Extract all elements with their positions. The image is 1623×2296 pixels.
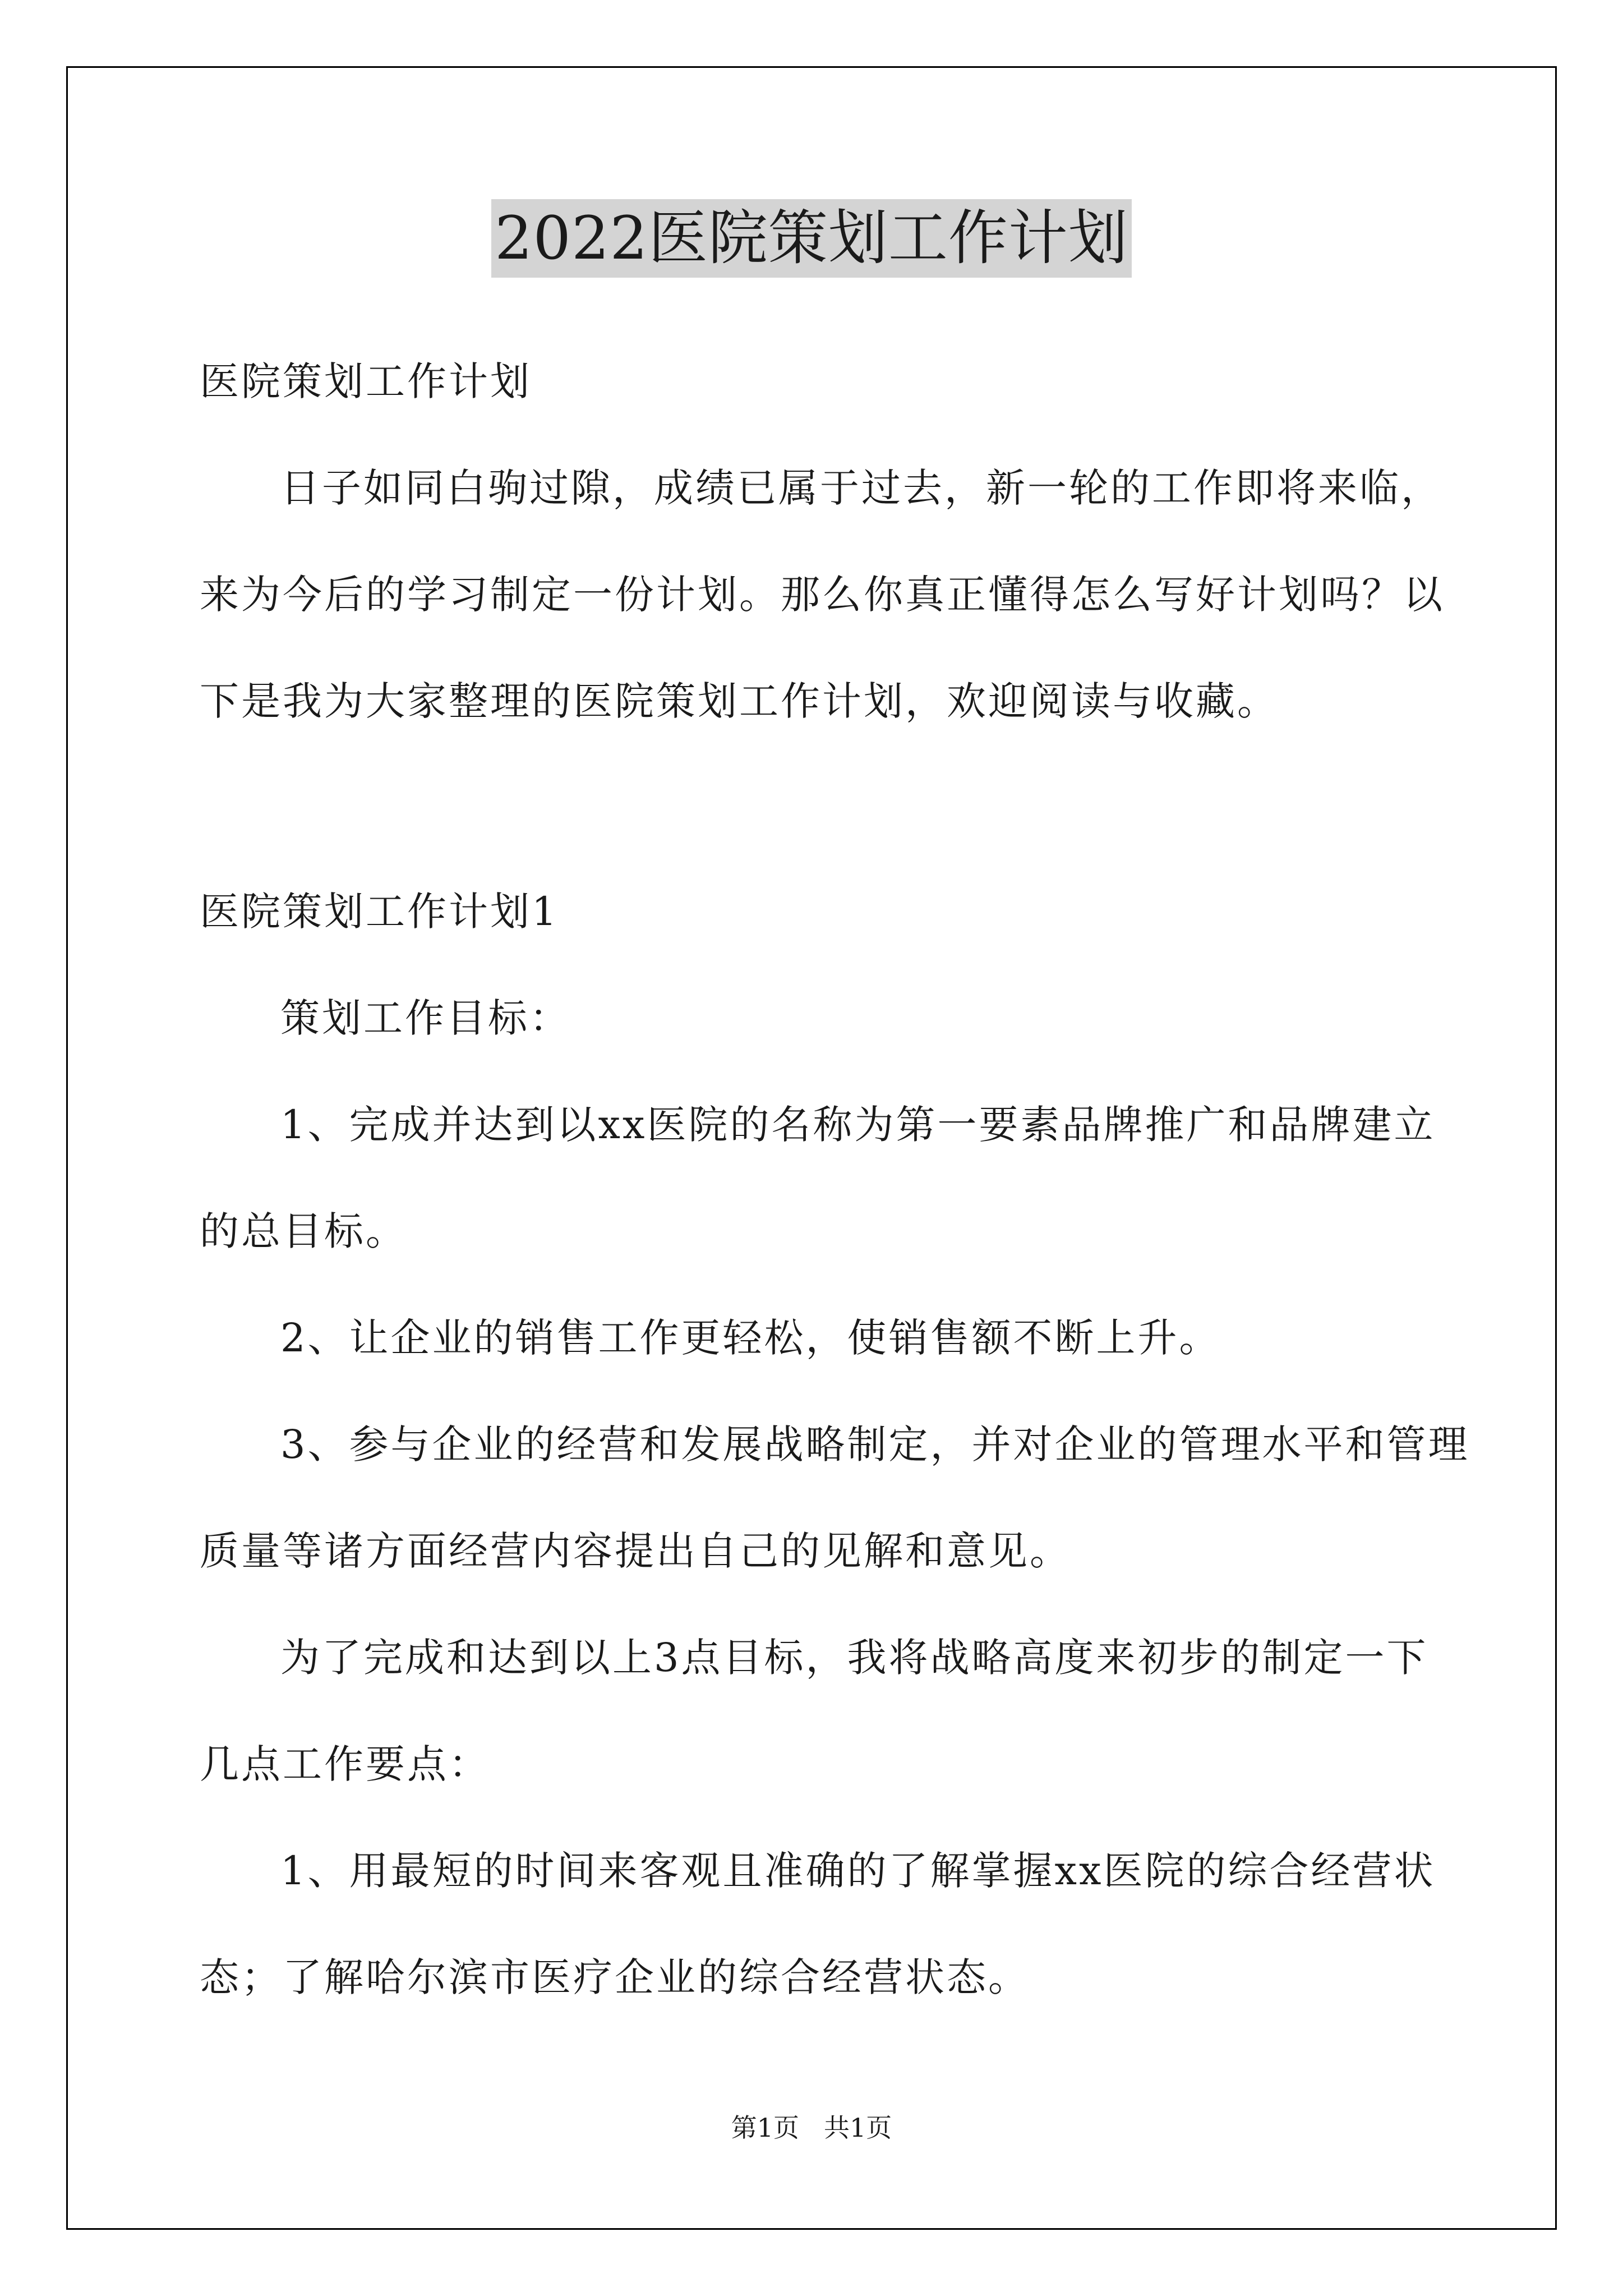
- page-footer: [0, 2112, 1623, 2143]
- paragraph-line: 的总目标。: [200, 1208, 407, 1254]
- page-number-total: 共1页: [824, 2113, 892, 2143]
- paragraph-line: 态；了解哈尔滨市医疗企业的综合经营状态。: [200, 1954, 1030, 2000]
- title-container: [0, 199, 1623, 278]
- paragraph-line: 日子如同白驹过隙，成绩已属于过去，新一轮的工作即将来临，: [280, 465, 1442, 511]
- paragraph-line: 策划工作目标：: [280, 995, 571, 1041]
- paragraph-line: 1、用最短的时间来客观且准确的了解掌握xx医院的综合经营状: [280, 1848, 1436, 1894]
- paragraph-line: 2、让企业的销售工作更轻松，使销售额不断上升。: [280, 1315, 1221, 1361]
- document-title: 2022医院策划工作计划: [491, 199, 1132, 278]
- paragraph-line: 1、完成并达到以xx医院的名称为第一要素品牌推广和品牌建立: [280, 1102, 1436, 1148]
- paragraph-line: 3、参与企业的经营和发展战略制定，并对企业的管理水平和管理: [280, 1421, 1470, 1467]
- paragraph-line: 下是我为大家整理的医院策划工作计划，欢迎阅读与收藏。: [200, 678, 1279, 724]
- paragraph-line: 为了完成和达到以上3点目标，我将战略高度来初步的制定一下: [280, 1635, 1428, 1681]
- section-heading: 医院策划工作计划: [200, 358, 532, 404]
- page-number-current: 第1页: [731, 2113, 799, 2143]
- section-heading: 医院策划工作计划1: [200, 889, 559, 935]
- paragraph-line: 质量等诸方面经营内容提出自己的见解和意见。: [200, 1528, 1071, 1574]
- paragraph-line: 来为今后的学习制定一份计划。那么你真正懂得怎么写好计划吗？以: [200, 572, 1445, 618]
- paragraph-line: 几点工作要点：: [200, 1741, 490, 1787]
